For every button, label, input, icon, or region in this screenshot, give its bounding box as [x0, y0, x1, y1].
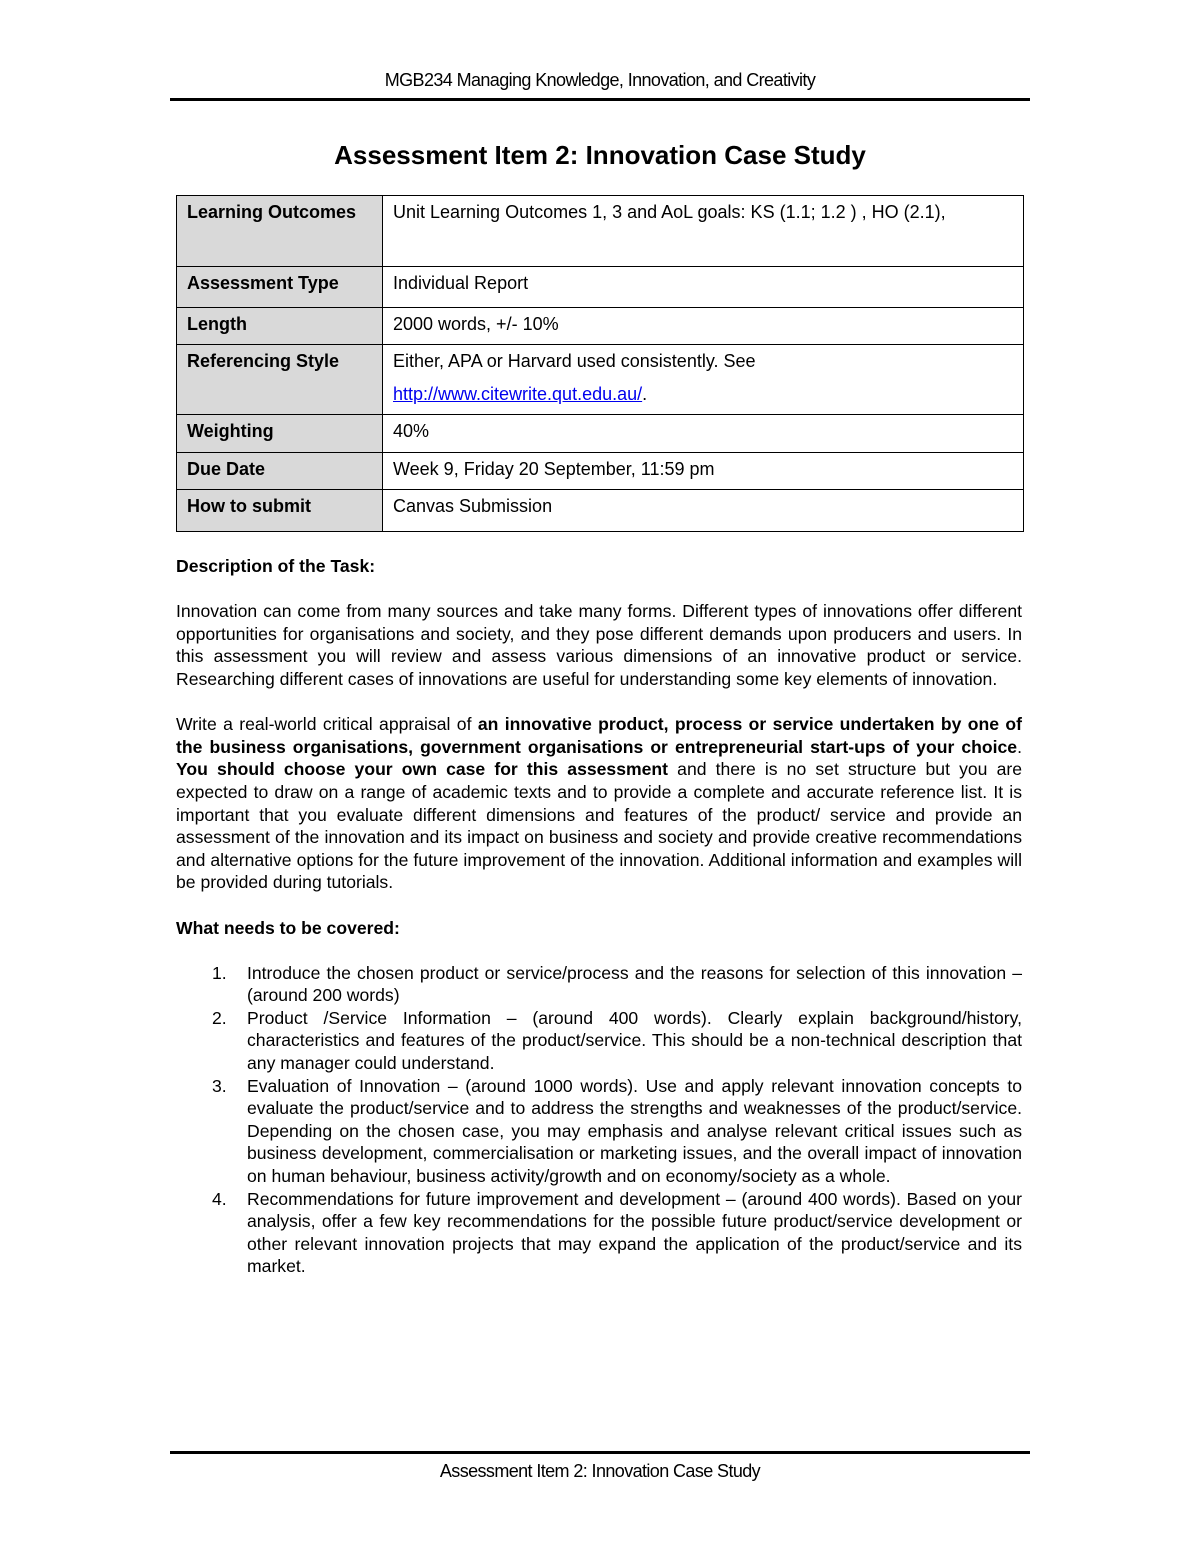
row-value: Unit Learning Outcomes 1, 3 and AoL goals: KS (1.1; 1.2 ) , HO (2.1), [383, 196, 1024, 267]
description-heading: Description of the Task: [176, 556, 376, 576]
coverage-list [176, 962, 1022, 1278]
link-suffix: . [642, 384, 648, 404]
row-value: Individual Report [383, 267, 1024, 308]
para2-bold-b: You should choose your own case for this assessment [176, 759, 669, 780]
para2-text-b: . [1017, 736, 1022, 757]
row-label: Referencing Style [177, 345, 383, 415]
table-row [177, 308, 1024, 345]
item-number: 2. [212, 1007, 227, 1028]
row-label: Assessment Type [177, 267, 383, 308]
footer-rule [170, 1451, 1030, 1454]
page-title: Assessment Item 2: Innovation Case Study [334, 140, 866, 170]
list-item [176, 1075, 1022, 1188]
table-row [177, 490, 1024, 532]
row-label: How to submit [177, 490, 383, 532]
row-label: Learning Outcomes [177, 196, 383, 267]
citewrite-link[interactable]: http://www.citewrite.qut.edu.au/ [393, 384, 643, 404]
list-item [176, 962, 1022, 1007]
header-rule [170, 98, 1030, 101]
table-row [177, 345, 1024, 415]
description-paragraph-1: Innovation can come from many sources and take many forms. Different types of innovations offer different opportunities for organisations and society, and they pose different demands upon producers and users. In this assessment you will review and assess various dimensions of an innovative product or service. Researching different cases of innovations are useful for understanding some key elements of innovation. [176, 601, 1022, 689]
row-value [383, 345, 1024, 415]
table-row [177, 415, 1024, 453]
row-label: Weighting [177, 415, 383, 453]
referencing-text: Either, APA or Harvard used consistently. See [393, 351, 756, 371]
coverage-heading: What needs to be covered: [176, 917, 400, 938]
item-text: Introduce the chosen product or service/process and the reasons for selection of this innovation – (around 200 words) [247, 962, 1022, 1006]
table-row [177, 267, 1024, 308]
para2-text-a: Write a real-world critical appraisal of [176, 714, 478, 735]
task-description [176, 555, 1022, 1278]
row-value: Week 9, Friday 20 September, 11:59 pm [383, 453, 1024, 490]
item-number: 1. [212, 962, 227, 983]
item-number: 4. [212, 1188, 227, 1209]
item-text: Product /Service Information – (around 400 words). Clearly explain background/history, characteristics and features of the product/service. This should be a non-technical description that any manager could understand. [247, 1007, 1022, 1074]
row-value: Canvas Submission [383, 490, 1024, 532]
row-label: Due Date [177, 453, 383, 490]
para2-text-c: and there is no set structure but you are expected to draw on a range of academic texts and to provide a complete and accurate reference list. It is important that you evaluate different dimensions and features of the product/ service and provide an assessment of the innovation and its impact on business and society and provide creative recommendations and alternative options for the future improvement of the innovation. Additional information and examples will be provided during tutorials. [176, 759, 1023, 893]
row-label: Length [177, 308, 383, 345]
row-value: 2000 words, +/- 10% [383, 308, 1024, 345]
list-item [176, 1007, 1022, 1075]
table-row [177, 196, 1024, 267]
table-row [177, 453, 1024, 490]
running-header: MGB234 Managing Knowledge, Innovation, and Creativity [384, 70, 816, 90]
para2-bold-a: an innovative product, process or service undertaken by one of the business organisations, government organisations or entrepreneurial start-ups of your choice [176, 714, 1022, 757]
running-footer: Assessment Item 2: Innovation Case Study [439, 1461, 761, 1481]
item-text: Recommendations for future improvement and development – (around 400 words). Based on your analysis, offer a few key recommendations for the possible future product/service development or other relevant innovation projects that may expand the application of the product/service and its market. [247, 1188, 1022, 1277]
row-value: 40% [383, 415, 1024, 453]
item-number: 3. [212, 1075, 227, 1096]
description-paragraph-2 [176, 713, 1022, 894]
assessment-info-table [176, 195, 1024, 532]
list-item [176, 1188, 1022, 1278]
item-text: Evaluation of Innovation – (around 1000 words). Use and apply relevant innovation concepts to evaluate the product/service and to address the strengths and weaknesses of the product/service. Depending on the chosen case, you may emphasis and analyse relevant critical issues such as business development, commercialisation or marketing issues, and the overall impact of innovation on human behaviour, business activity/growth and on economy/society as a whole. [247, 1075, 1022, 1187]
